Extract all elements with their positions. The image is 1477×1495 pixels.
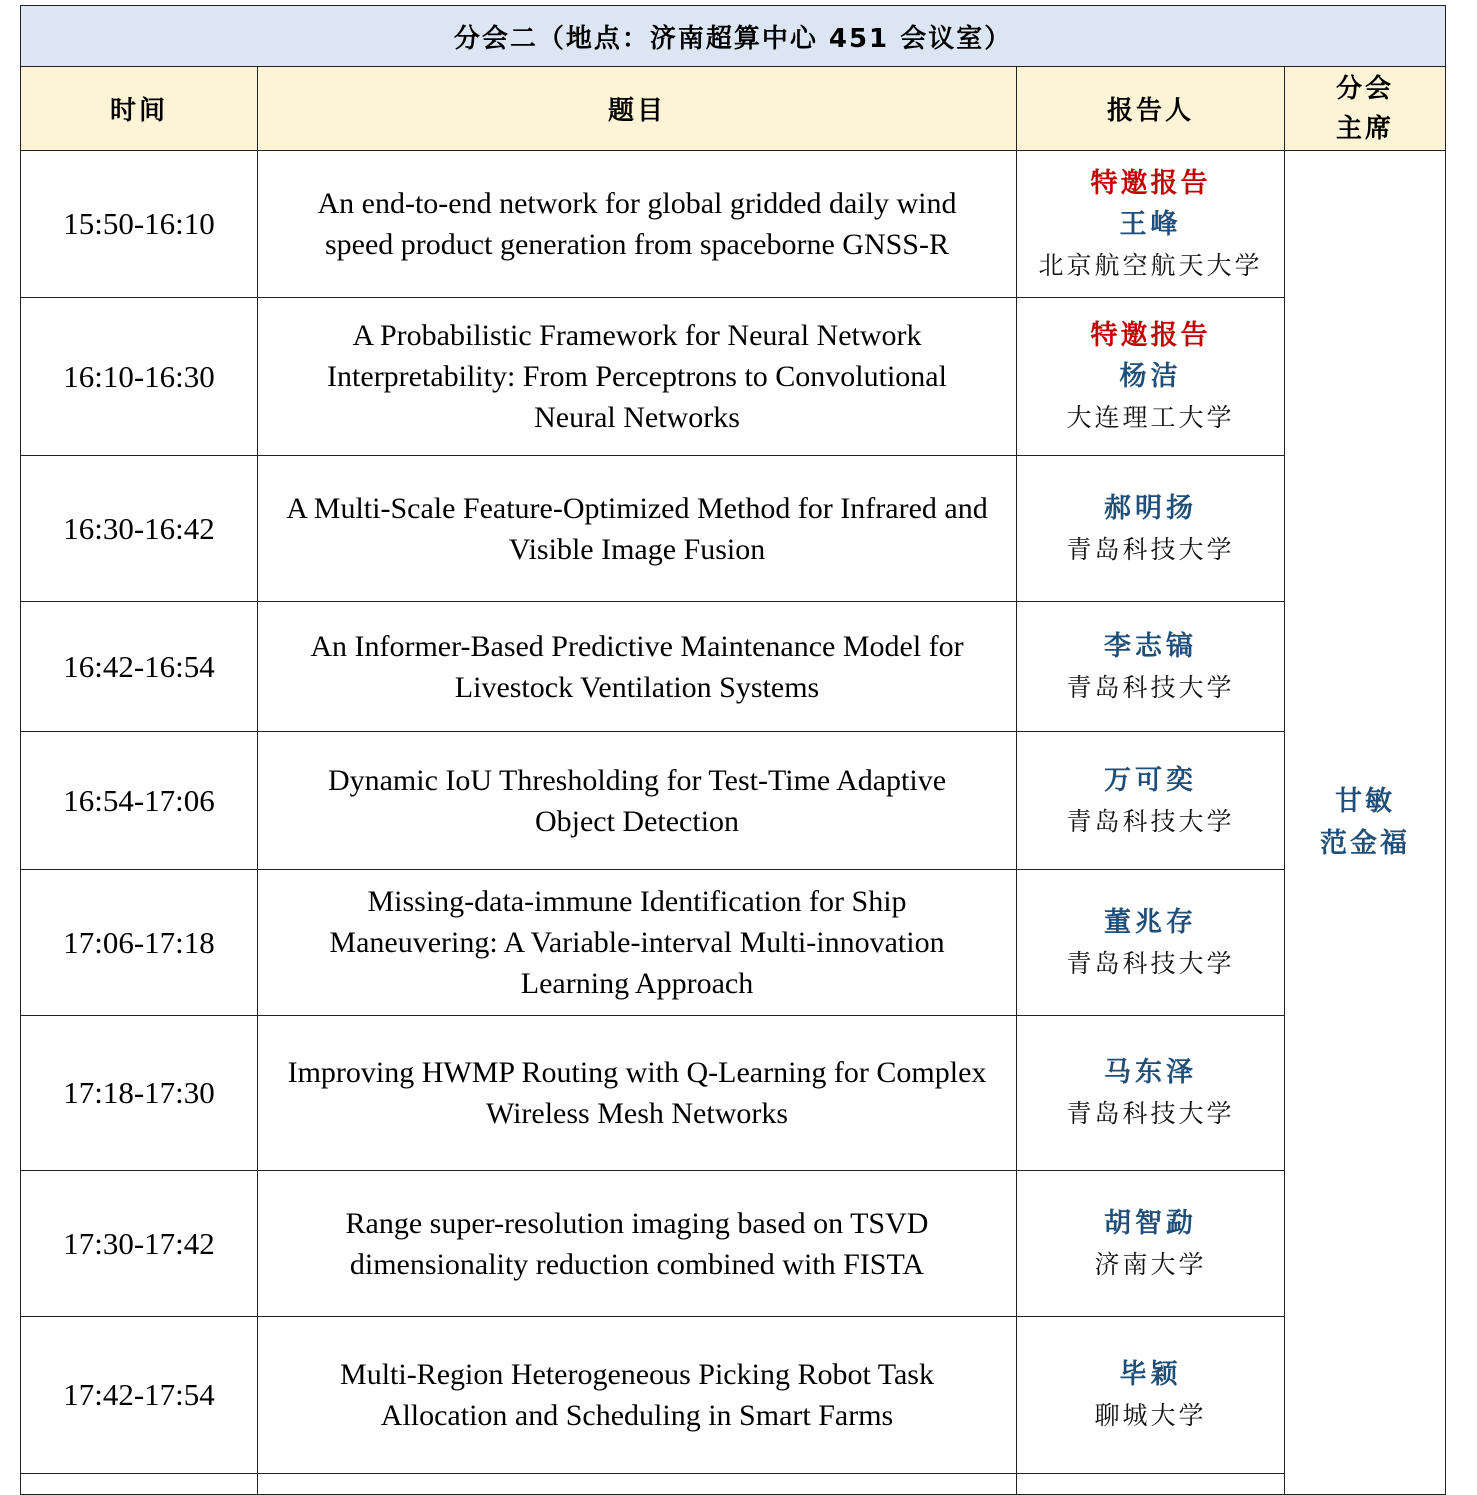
table-row <box>21 1016 1446 1171</box>
session-schedule-table <box>20 5 1446 1495</box>
header-row <box>21 67 1446 151</box>
speaker-affiliation: 聊城大学 <box>1094 1401 1207 1430</box>
topic-column-header: 题目 <box>258 67 1017 151</box>
chair-header-line1: 分会 <box>1336 73 1395 104</box>
table-row <box>21 1317 1446 1474</box>
table-row <box>21 298 1446 456</box>
topic-cell: A Multi-Scale Feature-Optimized Method for Infrared and Visible Image Fusion <box>258 456 1017 602</box>
topic-cell: A Probabilistic Framework for Neural Network Interpretability: From Perceptrons to Convolutional Neural Networks <box>258 298 1017 456</box>
speaker-cell <box>1017 1016 1285 1171</box>
speaker-affiliation: 北京航空航天大学 <box>1038 250 1263 280</box>
speaker-affiliation: 青岛科技大学 <box>1066 948 1235 978</box>
chair-name: 甘敏 <box>1335 785 1395 817</box>
speaker-name: 王峰 <box>1119 208 1182 240</box>
speaker-name: 马东泽 <box>1104 1057 1197 1088</box>
speaker-cell <box>1017 1171 1285 1317</box>
speaker-column-header: 报告人 <box>1017 67 1285 151</box>
empty-cell <box>21 1474 258 1495</box>
speaker-affiliation: 青岛科技大学 <box>1066 806 1235 836</box>
next-row-partial <box>21 1474 1446 1495</box>
time-cell: 17:06-17:18 <box>21 870 258 1016</box>
time-cell: 17:30-17:42 <box>21 1171 258 1317</box>
session-title-row <box>21 6 1446 67</box>
empty-cell <box>1017 1474 1285 1495</box>
chair-header-line2: 主席 <box>1336 113 1395 144</box>
table-row <box>21 602 1446 732</box>
time-column-header: 时间 <box>21 67 258 151</box>
topic-cell: An Informer-Based Predictive Maintenance Model for Livestock Ventilation Systems <box>258 602 1017 732</box>
topic-cell: An end-to-end network for global gridded daily wind speed product generation from spaceborne GNSS-R <box>258 151 1017 298</box>
topic-cell: Multi-Region Heterogeneous Picking Robot Task Allocation and Scheduling in Smart Farms <box>258 1317 1017 1474</box>
topic-cell: Missing-data-immune Identification for Ship Maneuvering: A Variable-interval Multi-innovation Learning Approach <box>258 870 1017 1016</box>
speaker-cell <box>1017 456 1285 602</box>
table-row <box>21 456 1446 602</box>
invited-talk-label: 特邀报告 <box>1090 320 1211 351</box>
speaker-name: 万可奕 <box>1104 764 1197 796</box>
time-cell: 16:30-16:42 <box>21 456 258 602</box>
time-cell: 17:42-17:54 <box>21 1317 258 1474</box>
speaker-name: 郝明扬 <box>1104 492 1197 524</box>
invited-talk-label: 特邀报告 <box>1090 167 1211 199</box>
speaker-cell <box>1017 1317 1285 1474</box>
table-row <box>21 732 1446 870</box>
time-cell: 15:50-16:10 <box>21 151 258 298</box>
chair-name: 范金福 <box>1320 827 1410 859</box>
session-title: 分会二（地点：济南超算中心 451 会议室） <box>21 6 1446 67</box>
time-cell: 16:54-17:06 <box>21 732 258 870</box>
time-cell: 16:42-16:54 <box>21 602 258 732</box>
session-chairs-cell <box>1285 151 1446 1495</box>
time-cell: 17:18-17:30 <box>21 1016 258 1171</box>
speaker-name: 胡智勐 <box>1104 1207 1197 1239</box>
speaker-cell <box>1017 298 1285 456</box>
speaker-cell <box>1017 602 1285 732</box>
time-cell: 16:10-16:30 <box>21 298 258 456</box>
chair-column-header <box>1285 67 1446 151</box>
table-row <box>21 1171 1446 1317</box>
empty-cell <box>258 1474 1017 1495</box>
speaker-name: 杨洁 <box>1119 361 1182 392</box>
speaker-name: 董兆存 <box>1104 906 1197 938</box>
speaker-cell <box>1017 870 1285 1016</box>
speaker-affiliation: 青岛科技大学 <box>1066 1099 1235 1128</box>
speaker-affiliation: 济南大学 <box>1094 1249 1207 1279</box>
topic-cell: Dynamic IoU Thresholding for Test-Time Adaptive Object Detection <box>258 732 1017 870</box>
speaker-cell <box>1017 732 1285 870</box>
speaker-affiliation: 青岛科技大学 <box>1066 672 1235 702</box>
table-row <box>21 870 1446 1016</box>
speaker-name: 李志镐 <box>1104 630 1197 662</box>
topic-cell: Range super-resolution imaging based on TSVD dimensionality reduction combined with FISTA <box>258 1171 1017 1317</box>
speaker-affiliation: 青岛科技大学 <box>1066 534 1235 564</box>
speaker-cell <box>1017 151 1285 298</box>
speaker-name: 毕颖 <box>1119 1359 1182 1390</box>
table-row <box>21 151 1446 298</box>
topic-cell: Improving HWMP Routing with Q-Learning for Complex Wireless Mesh Networks <box>258 1016 1017 1171</box>
speaker-affiliation: 大连理工大学 <box>1066 403 1235 432</box>
